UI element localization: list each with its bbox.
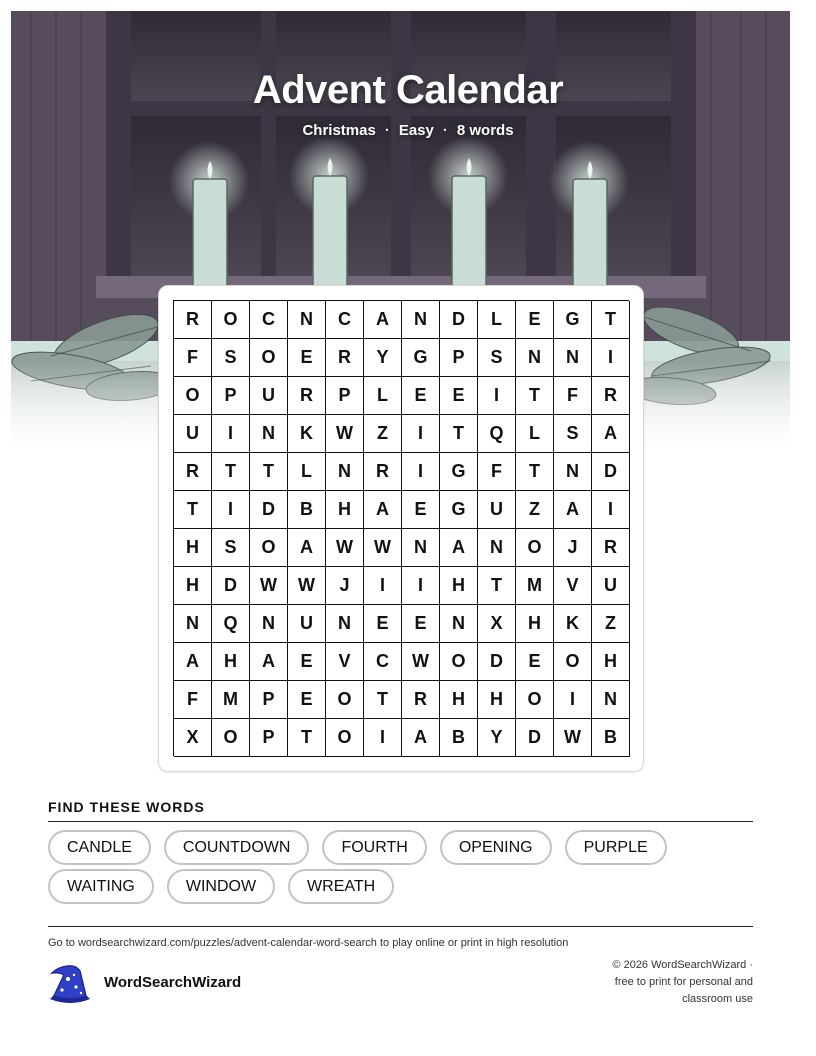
grid-cell[interactable]: R: [364, 453, 402, 491]
grid-cell[interactable]: N: [402, 301, 440, 339]
category-label: Christmas: [302, 122, 376, 139]
grid-cell[interactable]: T: [440, 415, 478, 453]
grid-cell[interactable]: O: [516, 681, 554, 719]
grid-cell[interactable]: B: [440, 719, 478, 757]
grid-cell[interactable]: I: [554, 681, 592, 719]
grid-cell[interactable]: Z: [516, 491, 554, 529]
grid-cell[interactable]: W: [402, 643, 440, 681]
grid-cell[interactable]: N: [592, 681, 630, 719]
grid-cell[interactable]: N: [288, 301, 326, 339]
grid-cell[interactable]: J: [554, 529, 592, 567]
grid-cell[interactable]: I: [478, 377, 516, 415]
grid-cell[interactable]: F: [174, 681, 212, 719]
grid-cell[interactable]: S: [212, 529, 250, 567]
grid-cell[interactable]: O: [326, 719, 364, 757]
grid-cell[interactable]: E: [288, 681, 326, 719]
grid-cell[interactable]: S: [554, 415, 592, 453]
grid-cell[interactable]: N: [554, 453, 592, 491]
grid-cell[interactable]: R: [592, 377, 630, 415]
grid-cell[interactable]: E: [288, 643, 326, 681]
grid-cell[interactable]: O: [212, 301, 250, 339]
grid-cell[interactable]: E: [364, 605, 402, 643]
grid-cell[interactable]: T: [478, 567, 516, 605]
grid-cell[interactable]: L: [516, 415, 554, 453]
word-chip: WINDOW: [167, 869, 275, 904]
play-online-link-text[interactable]: Go to wordsearchwizard.com/puzzles/advent-calendar-word-search to play online or print in high resolution: [48, 937, 569, 949]
grid-cell[interactable]: N: [402, 529, 440, 567]
grid-cell[interactable]: Z: [364, 415, 402, 453]
grid-cell[interactable]: E: [516, 301, 554, 339]
grid-cell[interactable]: N: [440, 605, 478, 643]
grid-cell[interactable]: R: [402, 681, 440, 719]
word-chip: PURPLE: [565, 830, 667, 865]
grid-cell[interactable]: N: [326, 605, 364, 643]
grid-cell[interactable]: F: [554, 377, 592, 415]
grid-cell[interactable]: X: [174, 719, 212, 757]
grid-cell[interactable]: N: [554, 339, 592, 377]
grid-cell[interactable]: E: [440, 377, 478, 415]
grid-cell[interactable]: R: [592, 529, 630, 567]
grid-cell[interactable]: A: [364, 491, 402, 529]
grid-cell[interactable]: N: [326, 453, 364, 491]
grid-cell[interactable]: N: [250, 605, 288, 643]
grid-cell[interactable]: E: [516, 643, 554, 681]
grid-cell[interactable]: A: [402, 719, 440, 757]
word-chip: CANDLE: [48, 830, 151, 865]
grid-cell[interactable]: T: [212, 453, 250, 491]
grid-cell[interactable]: O: [250, 529, 288, 567]
letter-grid[interactable]: [173, 300, 629, 756]
grid-cell[interactable]: W: [326, 529, 364, 567]
grid-cell[interactable]: I: [212, 415, 250, 453]
grid-cell[interactable]: N: [478, 529, 516, 567]
word-chip: WAITING: [48, 869, 154, 904]
grid-cell[interactable]: P: [212, 377, 250, 415]
grid-cell[interactable]: A: [174, 643, 212, 681]
grid-cell[interactable]: D: [478, 643, 516, 681]
page-title: Advent Calendar: [252, 68, 564, 112]
puzzle-card: [158, 285, 644, 772]
grid-cell[interactable]: W: [250, 567, 288, 605]
word-chip: WREATH: [288, 869, 394, 904]
grid-cell[interactable]: T: [516, 453, 554, 491]
grid-cell[interactable]: U: [288, 605, 326, 643]
grid-cell[interactable]: G: [440, 453, 478, 491]
grid-cell[interactable]: A: [554, 491, 592, 529]
grid-cell[interactable]: G: [402, 339, 440, 377]
grid-cell[interactable]: W: [364, 529, 402, 567]
grid-cell[interactable]: I: [364, 719, 402, 757]
grid-cell[interactable]: E: [402, 377, 440, 415]
grid-cell[interactable]: A: [288, 529, 326, 567]
grid-cell[interactable]: H: [516, 605, 554, 643]
grid-cell[interactable]: I: [364, 567, 402, 605]
word-chip: OPENING: [440, 830, 552, 865]
grid-cell[interactable]: C: [326, 301, 364, 339]
grid-cell[interactable]: H: [440, 681, 478, 719]
grid-cell[interactable]: U: [174, 415, 212, 453]
grid-cell[interactable]: R: [326, 339, 364, 377]
grid-cell[interactable]: W: [288, 567, 326, 605]
grid-cell[interactable]: L: [288, 453, 326, 491]
grid-cell[interactable]: A: [250, 643, 288, 681]
grid-cell[interactable]: Y: [364, 339, 402, 377]
grid-cell[interactable]: H: [440, 567, 478, 605]
grid-cell[interactable]: A: [364, 301, 402, 339]
wizard-hat-icon: [46, 963, 94, 1010]
grid-cell[interactable]: J: [326, 567, 364, 605]
grid-cell[interactable]: H: [592, 643, 630, 681]
grid-cell[interactable]: B: [592, 719, 630, 757]
grid-cell[interactable]: I: [402, 567, 440, 605]
word-count-label: 8 words: [456, 122, 514, 139]
grid-cell[interactable]: S: [212, 339, 250, 377]
grid-cell[interactable]: R: [174, 301, 212, 339]
grid-cell[interactable]: P: [326, 377, 364, 415]
grid-cell[interactable]: H: [174, 529, 212, 567]
grid-cell[interactable]: T: [592, 301, 630, 339]
grid-cell[interactable]: G: [554, 301, 592, 339]
grid-cell[interactable]: T: [288, 719, 326, 757]
word-chip: COUNTDOWN: [164, 830, 310, 865]
grid-cell[interactable]: D: [592, 453, 630, 491]
grid-cell[interactable]: O: [174, 377, 212, 415]
word-list-heading: FIND THESE WORDS: [48, 799, 205, 815]
grid-cell[interactable]: S: [478, 339, 516, 377]
grid-cell[interactable]: E: [288, 339, 326, 377]
grid-cell[interactable]: N: [250, 415, 288, 453]
grid-cell[interactable]: D: [250, 491, 288, 529]
grid-cell[interactable]: T: [174, 491, 212, 529]
grid-cell[interactable]: W: [554, 719, 592, 757]
grid-cell[interactable]: O: [212, 719, 250, 757]
grid-cell[interactable]: P: [250, 719, 288, 757]
grid-cell[interactable]: P: [250, 681, 288, 719]
grid-cell[interactable]: E: [402, 491, 440, 529]
grid-cell[interactable]: Q: [478, 415, 516, 453]
grid-cell[interactable]: U: [250, 377, 288, 415]
grid-cell[interactable]: Z: [592, 605, 630, 643]
grid-cell[interactable]: R: [288, 377, 326, 415]
grid-cell[interactable]: T: [250, 453, 288, 491]
grid-cell[interactable]: O: [326, 681, 364, 719]
grid-cell[interactable]: V: [326, 643, 364, 681]
grid-cell[interactable]: A: [592, 415, 630, 453]
grid-cell[interactable]: H: [326, 491, 364, 529]
grid-cell[interactable]: U: [478, 491, 516, 529]
grid-cell[interactable]: I: [592, 339, 630, 377]
grid-cell[interactable]: O: [554, 643, 592, 681]
grid-cell[interactable]: O: [250, 339, 288, 377]
grid-cell[interactable]: Y: [478, 719, 516, 757]
grid-cell[interactable]: W: [326, 415, 364, 453]
grid-cell[interactable]: T: [364, 681, 402, 719]
grid-cell[interactable]: I: [592, 491, 630, 529]
grid-cell[interactable]: I: [402, 453, 440, 491]
puzzle-meta: [0, 122, 816, 139]
grid-cell[interactable]: V: [554, 567, 592, 605]
grid-cell[interactable]: N: [516, 339, 554, 377]
copyright-line: classroom use: [682, 993, 753, 1005]
grid-cell[interactable]: R: [174, 453, 212, 491]
grid-cell[interactable]: F: [174, 339, 212, 377]
grid-cell[interactable]: H: [174, 567, 212, 605]
grid-cell[interactable]: Q: [212, 605, 250, 643]
grid-cell[interactable]: L: [364, 377, 402, 415]
copyright-notice: [563, 957, 753, 1008]
grid-cell[interactable]: D: [212, 567, 250, 605]
grid-cell[interactable]: O: [440, 643, 478, 681]
copyright-line: © 2026 WordSearchWizard ·: [612, 959, 753, 971]
grid-cell[interactable]: P: [440, 339, 478, 377]
grid-cell[interactable]: I: [212, 491, 250, 529]
grid-cell[interactable]: B: [288, 491, 326, 529]
grid-cell[interactable]: A: [440, 529, 478, 567]
grid-cell[interactable]: C: [364, 643, 402, 681]
grid-cell[interactable]: I: [402, 415, 440, 453]
grid-cell[interactable]: M: [516, 567, 554, 605]
grid-cell[interactable]: K: [288, 415, 326, 453]
grid-cell[interactable]: D: [516, 719, 554, 757]
grid-cell[interactable]: G: [440, 491, 478, 529]
difficulty-label: Easy: [398, 122, 434, 139]
grid-cell[interactable]: C: [250, 301, 288, 339]
divider: [48, 926, 753, 927]
meta-separator: ·: [442, 122, 448, 139]
grid-cell[interactable]: M: [212, 681, 250, 719]
grid-cell[interactable]: T: [516, 377, 554, 415]
grid-cell[interactable]: H: [478, 681, 516, 719]
grid-cell[interactable]: H: [212, 643, 250, 681]
grid-cell[interactable]: K: [554, 605, 592, 643]
meta-separator: ·: [384, 122, 390, 139]
divider: [48, 821, 753, 822]
word-chip: FOURTH: [322, 830, 426, 865]
grid-cell[interactable]: E: [402, 605, 440, 643]
grid-cell[interactable]: L: [478, 301, 516, 339]
grid-cell[interactable]: O: [516, 529, 554, 567]
grid-cell[interactable]: N: [174, 605, 212, 643]
copyright-line: free to print for personal and: [614, 976, 753, 988]
grid-cell[interactable]: F: [478, 453, 516, 491]
grid-cell[interactable]: U: [592, 567, 630, 605]
word-list: [48, 830, 758, 904]
brand-name[interactable]: WordSearchWizard: [104, 974, 242, 991]
grid-cell[interactable]: D: [440, 301, 478, 339]
grid-cell[interactable]: X: [478, 605, 516, 643]
